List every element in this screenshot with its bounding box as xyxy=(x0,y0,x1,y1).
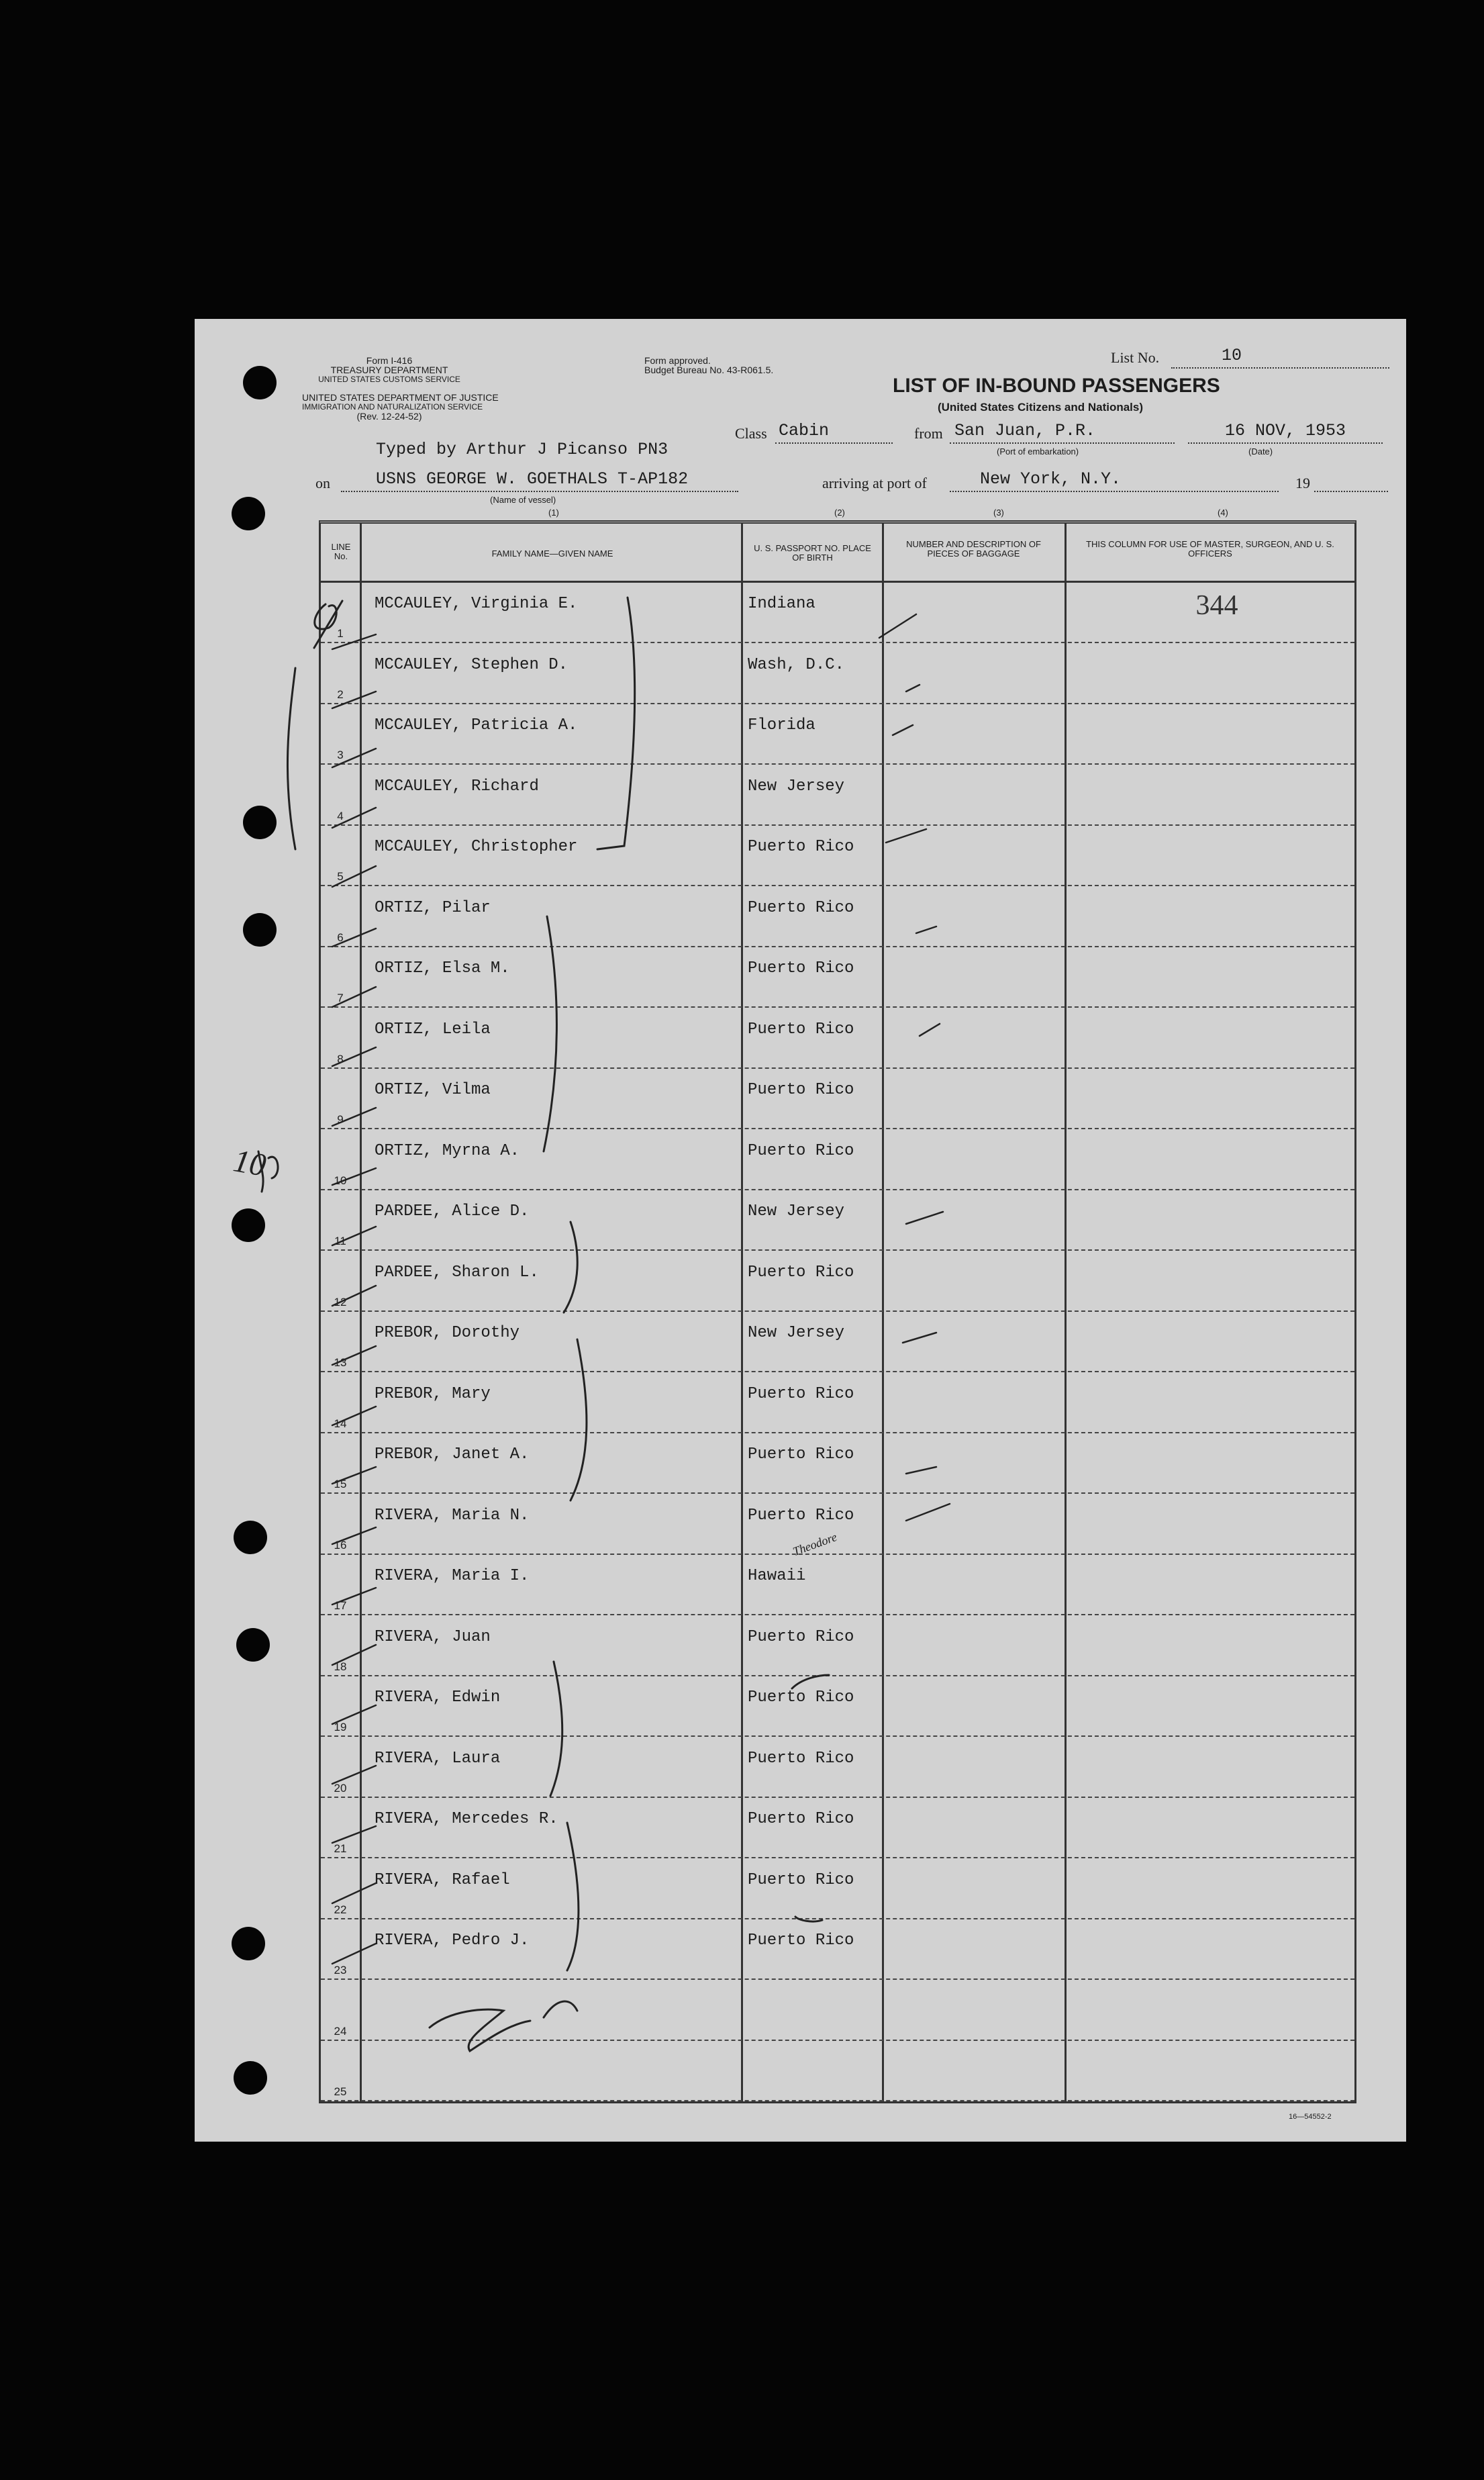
place-of-birth: New Jersey xyxy=(748,1202,845,1221)
col-num-1: (1) xyxy=(548,508,559,518)
place-of-birth: Puerto Rico xyxy=(748,1263,854,1282)
place-of-birth: Puerto Rico xyxy=(748,1445,854,1464)
passenger-name: ORTIZ, Pilar xyxy=(375,898,491,917)
place-of-birth: New Jersey xyxy=(748,777,845,796)
passenger-name: RIVERA, Rafael xyxy=(375,1870,510,1889)
place-of-birth: Puerto Rico xyxy=(748,838,854,856)
line-number: 18 xyxy=(334,1660,347,1673)
passenger-name: ORTIZ, Elsa M. xyxy=(375,959,510,977)
passenger-name: PREBOR, Janet A. xyxy=(375,1445,530,1464)
list-no-value: 10 xyxy=(1222,346,1242,365)
class-value: Cabin xyxy=(779,421,830,440)
line-number: 8 xyxy=(337,1052,344,1065)
passenger-name: MCCAULEY, Patricia A. xyxy=(375,716,578,734)
year-prefix: 19 xyxy=(1295,475,1310,491)
port-embark-caption: (Port of embarkation) xyxy=(997,446,1079,457)
place-of-birth: Puerto Rico xyxy=(748,1749,854,1768)
revision-label: (Rev. 12-24-52) xyxy=(356,411,422,422)
handwritten-marks xyxy=(195,319,1406,2142)
line-number: 22 xyxy=(334,1903,347,1916)
place-of-birth: Puerto Rico xyxy=(748,1870,854,1889)
passenger-name: RIVERA, Maria I. xyxy=(375,1567,530,1585)
place-of-birth: Puerto Rico xyxy=(748,1810,854,1828)
place-of-birth: Puerto Rico xyxy=(748,1627,854,1646)
place-of-birth: Puerto Rico xyxy=(748,959,854,977)
place-of-birth: Puerto Rico xyxy=(748,1020,854,1039)
line-number: 7 xyxy=(337,992,344,1004)
list-no-label: List No. xyxy=(1111,349,1160,366)
place-of-birth: Puerto Rico xyxy=(748,1931,854,1950)
ins-label: IMMIGRATION AND NATURALIZATION SERVICE xyxy=(302,402,483,412)
place-of-birth: Puerto Rico xyxy=(748,1141,854,1160)
place-of-birth: Puerto Rico xyxy=(748,1688,854,1707)
line-number: 10 xyxy=(334,1174,347,1187)
treasury-label: TREASURY DEPARTMENT xyxy=(330,365,448,375)
header-name: FAMILY NAME—GIVEN NAME xyxy=(491,549,613,559)
passenger-name: PREBOR, Dorothy xyxy=(375,1324,520,1342)
form-approved: Form approved. xyxy=(644,355,711,366)
header-line-no: LINE No. xyxy=(331,542,351,561)
place-of-birth: Wash, D.C. xyxy=(748,655,845,674)
place-of-birth: Puerto Rico xyxy=(748,898,854,917)
place-of-birth: Florida xyxy=(748,716,815,734)
place-of-birth: Puerto Rico xyxy=(748,1081,854,1099)
line-number: 13 xyxy=(334,1356,347,1369)
class-label: Class xyxy=(735,425,767,442)
passenger-name: RIVERA, Edwin xyxy=(375,1688,501,1707)
document-page xyxy=(195,319,1406,2142)
line-number: 24 xyxy=(334,2024,347,2038)
on-label: on xyxy=(315,475,330,491)
form-title: LIST OF IN-BOUND PASSENGERS xyxy=(893,375,1220,397)
footer-code: 16—54552-2 xyxy=(1289,2113,1332,2121)
place-of-birth: Hawaii xyxy=(748,1567,806,1585)
binder-hole xyxy=(232,1927,265,1960)
budget-bureau: Budget Bureau No. 43-R061.5. xyxy=(644,365,774,375)
binder-hole xyxy=(232,497,265,530)
line-number: 20 xyxy=(334,1781,347,1795)
col-num-4: (4) xyxy=(1218,508,1228,518)
place-of-birth: Indiana xyxy=(748,595,815,613)
passenger-name: RIVERA, Pedro J. xyxy=(375,1931,530,1950)
header-baggage: NUMBER AND DESCRIPTION OF PIECES OF BAGGAGE xyxy=(906,539,1041,559)
line-number: 14 xyxy=(334,1417,347,1430)
arriving-label: arriving at port of xyxy=(822,475,927,491)
binder-hole xyxy=(236,1628,270,1662)
line-number: 6 xyxy=(337,931,344,944)
header-passport: U. S. PASSPORT NO. PLACE OF BIRTH xyxy=(754,543,871,563)
justice-label: UNITED STATES DEPARTMENT OF JUSTICE xyxy=(302,392,499,403)
col-num-3: (3) xyxy=(993,508,1004,518)
binder-hole xyxy=(243,806,277,839)
binder-hole xyxy=(232,1208,265,1242)
binder-hole xyxy=(243,366,277,399)
line-number: 5 xyxy=(337,870,344,883)
place-of-birth: Puerto Rico xyxy=(748,1506,854,1525)
line-number: 19 xyxy=(334,1721,347,1733)
vessel-caption: (Name of vessel) xyxy=(490,495,556,505)
line-number: 15 xyxy=(334,1478,347,1490)
passenger-name: ORTIZ, Myrna A. xyxy=(375,1141,520,1160)
margin-mark: 10 xyxy=(230,1143,269,1184)
form-subtitle: (United States Citizens and Nationals) xyxy=(937,401,1144,414)
line-number: 23 xyxy=(334,1964,347,1976)
line-number: 1 xyxy=(337,627,344,640)
from-value: San Juan, P.R. xyxy=(954,421,1096,440)
line-number: 11 xyxy=(334,1235,346,1247)
date-value: 16 NOV, 1953 xyxy=(1225,421,1346,440)
line-number: 17 xyxy=(334,1599,347,1612)
passenger-name: RIVERA, Juan xyxy=(375,1627,491,1646)
line-number: 16 xyxy=(334,1538,347,1552)
place-of-birth: Puerto Rico xyxy=(748,1384,854,1403)
place-of-birth: New Jersey xyxy=(748,1324,845,1342)
vessel-name: USNS GEORGE W. GOETHALS T-AP182 xyxy=(376,469,689,489)
customs-label: UNITED STATES CUSTOMS SERVICE xyxy=(318,375,460,384)
passenger-name: PREBOR, Mary xyxy=(375,1384,491,1403)
passenger-name: MCCAULEY, Christopher xyxy=(375,838,578,856)
header-officers: THIS COLUMN FOR USE OF MASTER, SURGEON, AND U. S. OFFICERS xyxy=(1086,539,1334,559)
line-number: 12 xyxy=(334,1295,347,1308)
officer-note: 344 xyxy=(1195,590,1238,621)
passenger-name: PARDEE, Sharon L. xyxy=(375,1263,539,1282)
passenger-name: RIVERA, Maria N. xyxy=(375,1506,530,1525)
passenger-name: PARDEE, Alice D. xyxy=(375,1202,530,1221)
passenger-name: ORTIZ, Leila xyxy=(375,1020,491,1039)
hawaii-note: Theodore xyxy=(791,1529,839,1559)
date-caption: (Date) xyxy=(1248,446,1273,457)
binder-hole xyxy=(234,1521,267,1554)
col-num-2: (2) xyxy=(834,508,845,518)
passenger-name: RIVERA, Mercedes R. xyxy=(375,1810,558,1828)
passenger-name: MCCAULEY, Virginia E. xyxy=(375,595,578,613)
line-number: 9 xyxy=(337,1113,344,1126)
passenger-name: ORTIZ, Vilma xyxy=(375,1081,491,1099)
passenger-name: RIVERA, Laura xyxy=(375,1749,501,1768)
passenger-name: MCCAULEY, Stephen D. xyxy=(375,655,568,674)
binder-hole xyxy=(234,2061,267,2095)
line-number: 25 xyxy=(334,2085,347,2098)
form-number: Form I-416 xyxy=(366,355,413,366)
from-label: from xyxy=(914,425,943,442)
binder-hole xyxy=(243,913,277,947)
passenger-name: MCCAULEY, Richard xyxy=(375,777,539,796)
line-number: 3 xyxy=(337,749,344,761)
line-number: 4 xyxy=(337,809,344,822)
line-number: 21 xyxy=(334,1842,347,1855)
line-number: 2 xyxy=(337,687,344,701)
arrival-port: New York, N.Y. xyxy=(980,469,1122,489)
typed-by: Typed by Arthur J Picanso PN3 xyxy=(376,440,669,459)
